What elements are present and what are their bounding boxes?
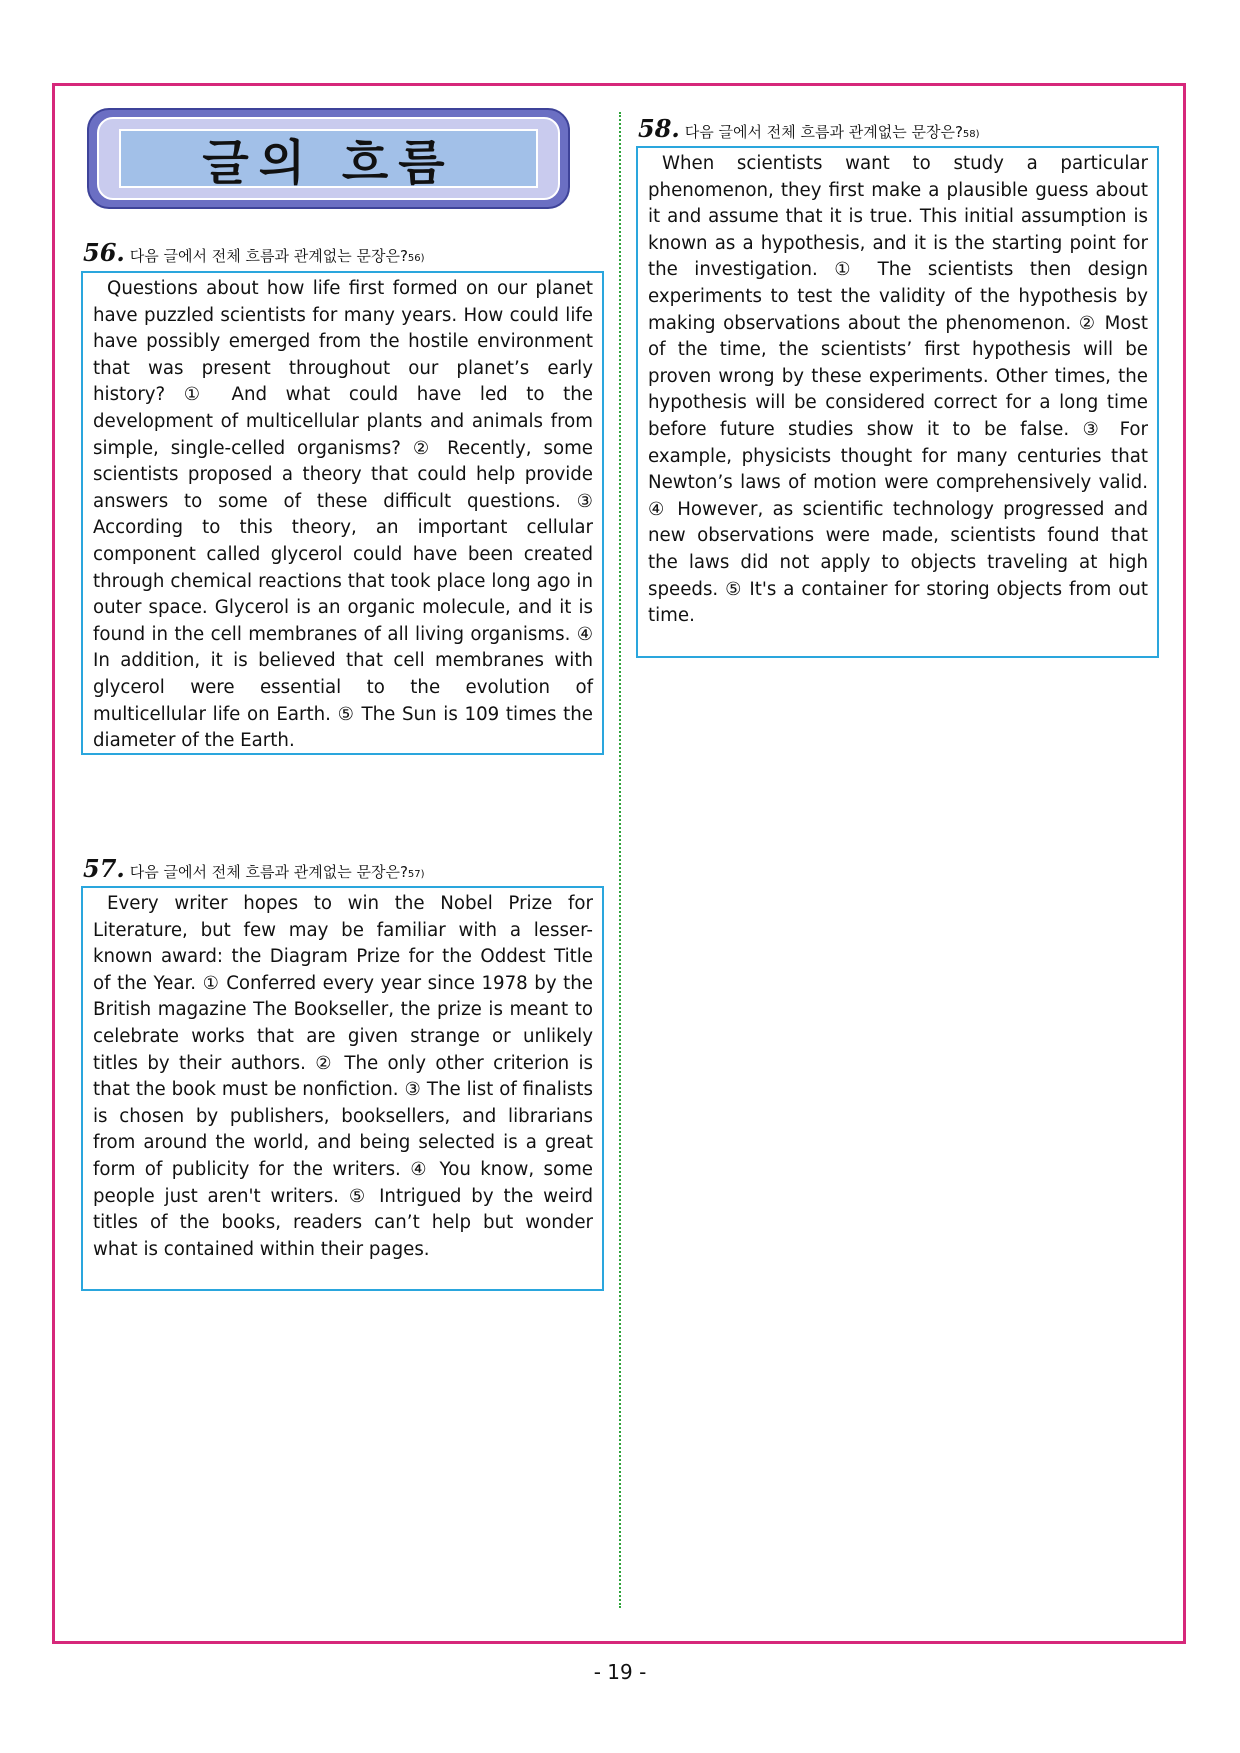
section-title: 글의 흐름	[202, 135, 455, 191]
question-57-footnote-ref: 57)	[407, 869, 425, 880]
question-58-number: 58.	[638, 114, 680, 143]
question-57-prompt: 다음 글에서 전체 흐름과 관계없는 문장은?	[129, 863, 408, 881]
question-58-passage-box	[636, 146, 1159, 658]
section-title-box	[119, 129, 538, 191]
question-57-header	[83, 854, 425, 883]
column-divider	[619, 112, 621, 1608]
page-number: - 19 -	[593, 1660, 647, 1684]
question-56-passage-box	[81, 271, 604, 755]
question-56-number: 56.	[83, 238, 125, 267]
question-58-prompt: 다음 글에서 전체 흐름과 관계없는 문장은?	[684, 123, 963, 141]
question-56-prompt: 다음 글에서 전체 흐름과 관계없는 문장은?	[129, 247, 408, 265]
question-56-passage: Questions about how life first formed on our planet have puzzled scientists for many years. How could life have possibly emerged from the hostile environment that was present throughout our planet’s early history? ① And what could have led to the development of multicellular plants and animals from simple, single-celled organisms? ② Recently, some scientists proposed a theory that could help provide answers to some of these difficult questions. ③ According to this theory, an important cellular component called glycerol could have been created through chemical reactions that took place long ago in outer space. Glycerol is an organic molecule, and it is found in the cell membranes of all living organisms. ④ In addition, it is believed that cell membranes with glycerol were essential to the evolution of multicellular life on Earth. ⑤ The Sun is 109 times the diameter of the Earth.	[93, 278, 593, 752]
question-58-footnote-ref: 58)	[962, 129, 980, 140]
section-title-frame	[97, 117, 560, 200]
question-58-header	[638, 114, 980, 143]
question-56-footnote-ref: 56)	[407, 253, 425, 264]
question-57-number: 57.	[83, 854, 125, 883]
question-57-passage-box	[81, 886, 604, 1291]
question-57-passage: Every writer hopes to win the Nobel Prize for Literature, but few may be familiar with a lesser-known award: the Diagram Prize for the Oddest Title of the Year. ① Conferred every year since 1978 by the British magazine The Bookseller, the prize is meant to celebrate works that are given strange or unlikely titles by their authors. ② The only other criterion is that the book must be nonfiction. ③ The list of finalists is chosen by publishers, booksellers, and librarians from around the world, and being selected is a great form of publicity for the writers. ④ You know, some people just aren't writers. ⑤ Intrigued by the weird titles of the books, readers can’t help but wonder what is contained within their pages.	[93, 893, 593, 1260]
question-58-passage: When scientists want to study a particular phenomenon, they first make a plausible guess about it and assume that it is true. This initial assumption is known as a hypothesis, and it is the starting point for the investigation. ① The scientists then design experiments to test the validity of the hypothesis by making observations about the phenomenon. ② Most of the time, the scientists’ first hypothesis will be proven wrong by these experiments. Other times, the hypothesis will be considered correct for a long time before future studies show it to be false. ③ For example, physicists thought for many centuries that Newton’s laws of motion were comprehensively valid. ④ However, as scientific technology progressed and new observations were made, scientists found that the laws did not apply to objects traveling at high speeds. ⑤ It's a container for storing objects from out time.	[648, 153, 1148, 627]
question-56-header	[83, 238, 425, 267]
section-title-banner	[87, 108, 570, 209]
